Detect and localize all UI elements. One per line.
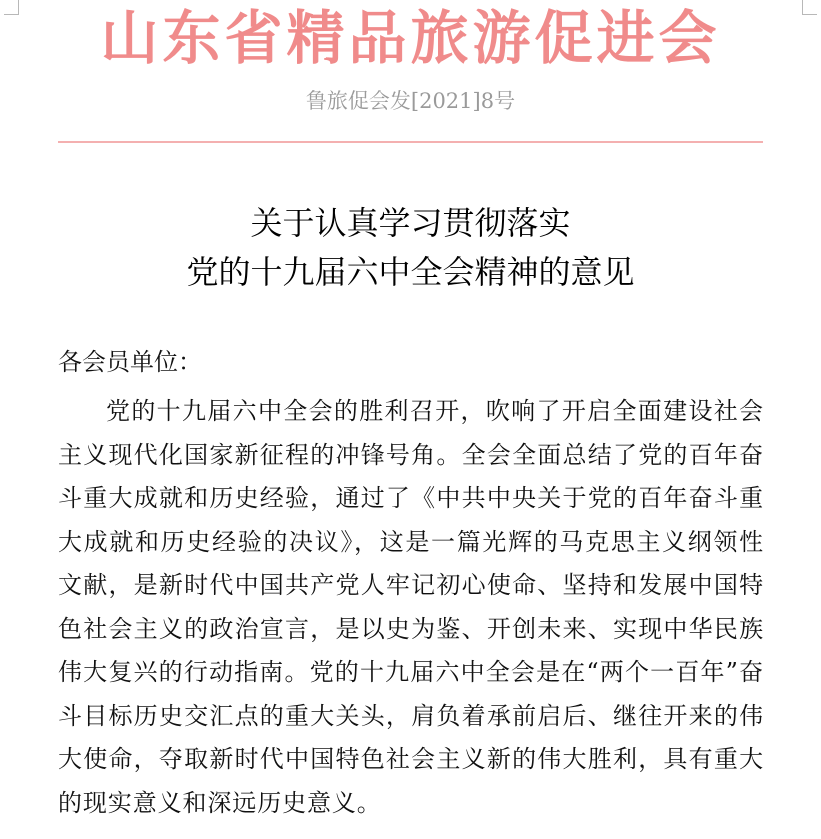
red-divider-line: [58, 141, 763, 143]
document-title-line-2: 党的十九届六中全会精神的意见: [186, 253, 635, 291]
organization-header: 山东省精品旅游促进会: [100, 4, 721, 72]
document-title-line-1: 关于认真学习贯彻落实: [250, 204, 571, 242]
salutation: 各会员单位：: [58, 348, 202, 376]
document-number: 鲁旅促会发[2021]8号: [305, 89, 516, 113]
body-paragraph: 党的十九届六中全会的胜利召开，吹响了开启全面建设社会主义现代化国家新征程的冲锋号角。全会全面总结了党的百年奋斗重大成就和历史经验，通过了《中共中央关于党的百年奋斗重大成就和历史经验的决议》，这是一篇光辉的马克思主义纲领性文献，是新时代中国共产党人牢记初心使命、坚持和发展中国特色社会主义的政治宣言，是以史为鉴、开创未来、实现中华民族伟大复兴的行动指南。党的十九届六中全会是在“两个一百年”奋斗目标历史交汇点的重大关头，肩负着承前启后、继往开来的伟大使命，夺取新时代中国特色社会主义新的伟大胜利，具有重大的现实意义和深远历史意义。: [58, 397, 764, 817]
